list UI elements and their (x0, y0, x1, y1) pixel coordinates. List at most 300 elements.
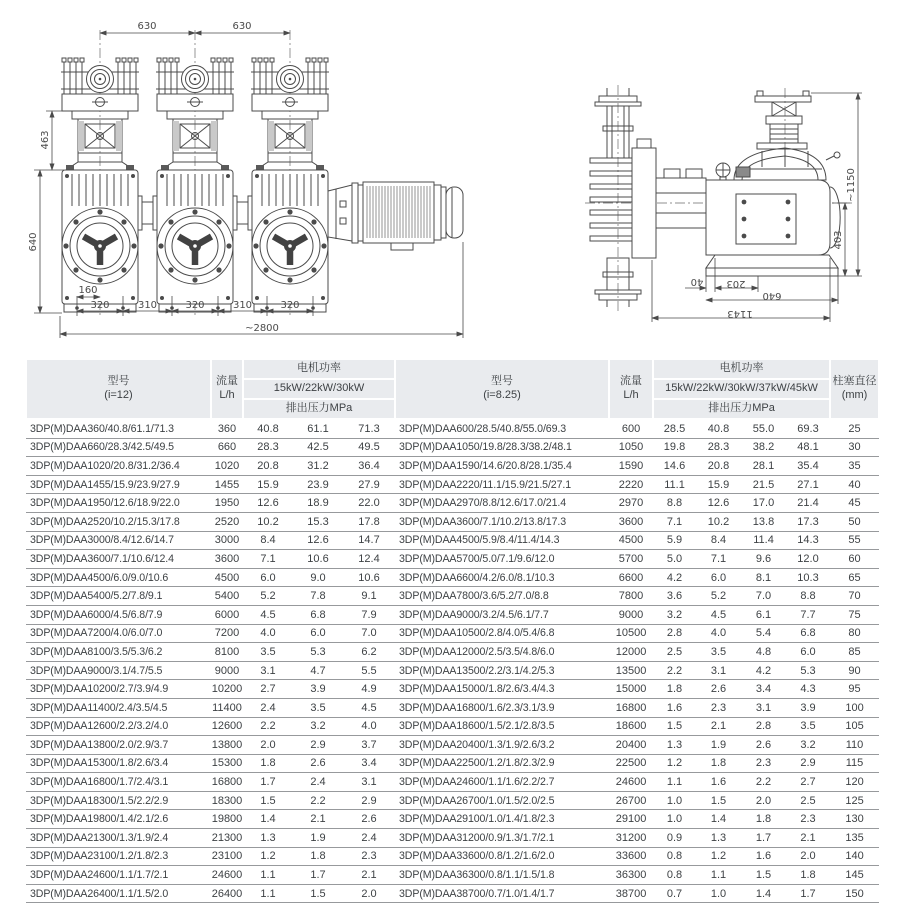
model-cell: 3DP(M)DAA12000/2.5/3.5/4.8/6.0 (395, 643, 609, 662)
pressure-cell: 71.3 (343, 419, 395, 438)
plunger-diameter-cell: 60 (830, 550, 879, 569)
pressure-cell: 10.6 (293, 550, 343, 569)
pressure-cell: 42.5 (293, 438, 343, 457)
table-row (26, 866, 879, 885)
pressure-cell: 12.6 (293, 531, 343, 550)
table-row (26, 605, 879, 624)
model-cell: 3DP(M)DAA21300/1.3/1.9/2.4 (26, 829, 211, 848)
pressure-cell: 11.4 (741, 531, 786, 550)
model-cell: 3DP(M)DAA2970/8.8/12.6/17.0/21.4 (395, 494, 609, 513)
pressure-cell: 3.9 (786, 698, 830, 717)
pressure-cell: 3.2 (786, 736, 830, 755)
model-cell: 3DP(M)DAA10200/2.7/3.9/4.9 (26, 680, 211, 699)
table-row (26, 791, 879, 810)
flow-cell: 5400 (211, 587, 243, 606)
model-cell: 3DP(M)DAA16800/1.7/2.4/3.1 (26, 773, 211, 792)
pressure-cell: 1.4 (696, 810, 741, 829)
dim-310-2: 310 (232, 300, 253, 311)
pressure-cell: 2.6 (293, 754, 343, 773)
table-row (26, 698, 879, 717)
pressure-cell: 5.4 (741, 624, 786, 643)
flow-cell: 29100 (609, 810, 653, 829)
model-cell: 3DP(M)DAA18600/1.5/2.1/2.8/3.5 (395, 717, 609, 736)
pressure-cell: 14.7 (343, 531, 395, 550)
flow-cell: 1455 (211, 475, 243, 494)
plunger-diameter-cell: 55 (830, 531, 879, 550)
model-cell: 3DP(M)DAA13500/2.2/3.1/4.2/5.3 (395, 661, 609, 680)
dim-320-1: 320 (90, 300, 110, 311)
pressure-cell: 4.2 (741, 661, 786, 680)
pressure-cell: 5.3 (786, 661, 830, 680)
flow-cell: 6600 (609, 568, 653, 587)
pressure-cell: 5.2 (696, 587, 741, 606)
pressure-cell: 1.1 (243, 884, 293, 903)
pressure-cell: 10.2 (696, 512, 741, 531)
header-flow-left (211, 359, 243, 419)
model-cell: 3DP(M)DAA33600/0.8/1.2/1.6/2.0 (395, 847, 609, 866)
model-cell: 3DP(M)DAA31200/0.9/1.3/1.7/2.1 (395, 829, 609, 848)
model-cell: 3DP(M)DAA20400/1.3/1.9/2.6/3.2 (395, 736, 609, 755)
pressure-cell: 27.1 (786, 475, 830, 494)
pressure-cell: 69.3 (786, 419, 830, 438)
plunger-diameter-cell: 110 (830, 736, 879, 755)
pressure-cell: 61.1 (293, 419, 343, 438)
table-row (26, 643, 879, 662)
pressure-cell: 2.4 (343, 829, 395, 848)
table-row (26, 624, 879, 643)
flow-cell: 16800 (211, 773, 243, 792)
flow-cell: 10200 (211, 680, 243, 699)
dim-40: 40 (690, 276, 704, 287)
flow-cell: 9000 (609, 605, 653, 624)
front-view-drawing (28, 21, 463, 338)
pressure-cell: 2.3 (741, 754, 786, 773)
plunger-diameter-cell: 100 (830, 698, 879, 717)
pressure-cell: 0.8 (653, 866, 696, 885)
plunger-diameter-cell: 40 (830, 475, 879, 494)
flow-cell: 31200 (609, 829, 653, 848)
pressure-cell: 14.3 (786, 531, 830, 550)
plunger-diameter-cell: 105 (830, 717, 879, 736)
header-model-right (395, 359, 609, 419)
flow-cell: 1020 (211, 457, 243, 476)
flow-cell: 26400 (211, 884, 243, 903)
pressure-cell: 2.3 (343, 847, 395, 866)
pressure-cell: 6.1 (741, 605, 786, 624)
pump-body-side (706, 180, 840, 255)
motor (328, 182, 463, 250)
pressure-cell: 2.2 (741, 773, 786, 792)
pressure-cell: 12.6 (696, 494, 741, 513)
pressure-cell: 3.5 (786, 717, 830, 736)
flow-cell: 15000 (609, 680, 653, 699)
dim-310-1: 310 (137, 300, 158, 311)
pressure-cell: 6.8 (293, 605, 343, 624)
pressure-cell: 7.7 (786, 605, 830, 624)
pressure-cell: 17.8 (343, 512, 395, 531)
plunger-diameter-cell: 70 (830, 587, 879, 606)
pressure-cell: 2.5 (653, 643, 696, 662)
pressure-cell: 14.6 (653, 457, 696, 476)
model-cell: 3DP(M)DAA1950/12.6/18.9/22.0 (26, 494, 211, 513)
flow-cell: 20400 (609, 736, 653, 755)
model-cell: 3DP(M)DAA5700/5.0/7.1/9.6/12.0 (395, 550, 609, 569)
pressure-cell: 1.6 (653, 698, 696, 717)
pressure-cell: 7.1 (243, 550, 293, 569)
plunger-diameter-cell: 115 (830, 754, 879, 773)
dim-640-side: 640 (762, 290, 782, 301)
pressure-cell: 6.0 (696, 568, 741, 587)
pressure-cell: 4.9 (343, 680, 395, 699)
model-cell: 3DP(M)DAA1590/14.6/20.8/28.1/35.4 (395, 457, 609, 476)
plunger-diameter-cell: 120 (830, 773, 879, 792)
header-model-right-ratio: (i=8.25) (483, 389, 521, 401)
dim-1150: ~1150 (846, 168, 857, 202)
flow-cell: 21300 (211, 829, 243, 848)
dim-630-left: 630 (137, 21, 157, 32)
pressure-cell: 7.0 (343, 624, 395, 643)
table-row (26, 736, 879, 755)
pressure-cell: 8.4 (696, 531, 741, 550)
model-cell: 3DP(M)DAA24600/1.1/1.7/2.1 (26, 866, 211, 885)
header-flow-right (609, 359, 653, 419)
pump-base (706, 255, 838, 276)
pressure-cell: 18.9 (293, 494, 343, 513)
plunger-diameter-cell: 145 (830, 866, 879, 885)
table-row (26, 494, 879, 513)
flow-cell: 360 (211, 419, 243, 438)
pressure-cell: 2.3 (786, 810, 830, 829)
pressure-cell: 4.0 (696, 624, 741, 643)
table-row (26, 512, 879, 531)
plunger-diameter-cell: 80 (830, 624, 879, 643)
pressure-cell: 1.4 (741, 884, 786, 903)
pressure-cell: 3.2 (293, 717, 343, 736)
pressure-cell: 2.4 (293, 773, 343, 792)
dim-640-front: 640 (28, 232, 39, 252)
table-row (26, 587, 879, 606)
header-model-left-title: 型号 (107, 375, 130, 388)
spec-table-body (26, 419, 879, 903)
pressure-cell: 1.9 (293, 829, 343, 848)
model-cell: 3DP(M)DAA22500/1.2/1.8/2.3/2.9 (395, 754, 609, 773)
plunger-housing (656, 169, 706, 228)
pressure-cell: 2.7 (786, 773, 830, 792)
table-row (26, 475, 879, 494)
pressure-cell: 31.2 (293, 457, 343, 476)
flow-cell: 3600 (609, 512, 653, 531)
vertical-drive (755, 91, 811, 149)
pressure-cell: 2.2 (293, 791, 343, 810)
dim-320-3: 320 (280, 300, 300, 311)
header-flow-left-unit: L/h (219, 389, 235, 401)
table-row (26, 847, 879, 866)
flow-cell: 1950 (211, 494, 243, 513)
pressure-cell: 1.2 (243, 847, 293, 866)
header-plunger-unit: (mm) (841, 389, 868, 401)
flow-cell: 6000 (211, 605, 243, 624)
model-cell: 3DP(M)DAA36300/0.8/1.1/1.5/1.8 (395, 866, 609, 885)
table-row (26, 568, 879, 587)
table-row (26, 773, 879, 792)
model-cell: 3DP(M)DAA9000/3.2/4.5/6.1/7.7 (395, 605, 609, 624)
pressure-cell: 12.4 (343, 550, 395, 569)
model-cell: 3DP(M)DAA3600/7.1/10.2/13.8/17.3 (395, 512, 609, 531)
pressure-cell: 1.3 (653, 736, 696, 755)
pressure-cell: 6.0 (293, 624, 343, 643)
pressure-cell: 10.6 (343, 568, 395, 587)
pressure-cell: 5.3 (293, 643, 343, 662)
pressure-cell: 3.1 (343, 773, 395, 792)
pressure-cell: 1.4 (243, 810, 293, 829)
pressure-cell: 10.3 (786, 568, 830, 587)
plunger-diameter-cell: 95 (830, 680, 879, 699)
pressure-cell: 35.4 (786, 457, 830, 476)
model-cell: 3DP(M)DAA16800/1.6/2.3/3.1/3.9 (395, 698, 609, 717)
pressure-cell: 9.1 (343, 587, 395, 606)
model-cell: 3DP(M)DAA18300/1.5/2.2/2.9 (26, 791, 211, 810)
plunger-diameter-cell: 75 (830, 605, 879, 624)
pressure-cell: 5.9 (653, 531, 696, 550)
header-power-left: 电机功率 (243, 359, 395, 379)
table-row (26, 829, 879, 848)
model-cell: 3DP(M)DAA600/28.5/40.8/55.0/69.3 (395, 419, 609, 438)
pressure-cell: 8.8 (653, 494, 696, 513)
model-cell: 3DP(M)DAA1455/15.9/23.9/27.9 (26, 475, 211, 494)
model-cell: 3DP(M)DAA15000/1.8/2.6/3.4/4.3 (395, 680, 609, 699)
flow-cell: 2220 (609, 475, 653, 494)
pressure-cell: 5.2 (243, 587, 293, 606)
pressure-cell: 2.2 (653, 661, 696, 680)
pressure-cell: 2.1 (696, 717, 741, 736)
pressure-cell: 48.1 (786, 438, 830, 457)
pressure-cell: 4.2 (653, 568, 696, 587)
pressure-cell: 1.0 (653, 810, 696, 829)
model-cell: 3DP(M)DAA1050/19.8/28.3/38.2/48.1 (395, 438, 609, 457)
header-power-ratings-left: 15kW/22kW/30kW (243, 379, 395, 399)
model-cell: 3DP(M)DAA5400/5.2/7.8/9.1 (26, 587, 211, 606)
pressure-cell: 1.8 (786, 866, 830, 885)
pressure-cell: 1.6 (741, 847, 786, 866)
pressure-cell: 3.4 (741, 680, 786, 699)
flow-cell: 22500 (609, 754, 653, 773)
header-pressure-left: 排出压力MPa (243, 399, 395, 419)
pressure-cell: 2.9 (293, 736, 343, 755)
pressure-cell: 4.7 (293, 661, 343, 680)
model-cell: 3DP(M)DAA11400/2.4/3.5/4.5 (26, 698, 211, 717)
flow-cell: 7800 (609, 587, 653, 606)
flow-cell: 13500 (609, 661, 653, 680)
pressure-cell: 9.6 (741, 550, 786, 569)
pressure-cell: 1.8 (741, 810, 786, 829)
flow-cell: 12000 (609, 643, 653, 662)
flow-cell: 13800 (211, 736, 243, 755)
plunger-diameter-cell: 140 (830, 847, 879, 866)
table-row (26, 550, 879, 569)
header-model-left-ratio: (i=12) (104, 389, 133, 401)
pressure-cell: 7.0 (741, 587, 786, 606)
flow-cell: 15300 (211, 754, 243, 773)
model-cell: 3DP(M)DAA660/28.3/42.5/49.5 (26, 438, 211, 457)
pressure-cell: 5.0 (653, 550, 696, 569)
pressure-cell: 2.6 (741, 736, 786, 755)
pressure-cell: 1.0 (653, 791, 696, 810)
table-row (26, 884, 879, 903)
model-cell: 3DP(M)DAA10500/2.8/4.0/5.4/6.8 (395, 624, 609, 643)
pressure-cell: 9.0 (293, 568, 343, 587)
pressure-cell: 1.7 (293, 866, 343, 885)
pressure-cell: 2.0 (343, 884, 395, 903)
pressure-cell: 12.0 (786, 550, 830, 569)
table-row (26, 717, 879, 736)
pressure-cell: 2.0 (786, 847, 830, 866)
model-cell: 3DP(M)DAA2220/11.1/15.9/21.5/27.1 (395, 475, 609, 494)
model-cell: 3DP(M)DAA6600/4.2/6.0/8.1/10.3 (395, 568, 609, 587)
pressure-cell: 1.7 (786, 884, 830, 903)
flow-cell: 12600 (211, 717, 243, 736)
flow-cell: 11400 (211, 698, 243, 717)
pressure-cell: 12.6 (243, 494, 293, 513)
pressure-cell: 2.1 (786, 829, 830, 848)
pressure-cell: 1.7 (741, 829, 786, 848)
model-cell: 3DP(M)DAA13800/2.0/2.9/3.7 (26, 736, 211, 755)
header-pressure-right: 排出压力MPa (653, 399, 830, 419)
plunger-diameter-cell: 125 (830, 791, 879, 810)
pressure-cell: 2.8 (653, 624, 696, 643)
header-flow-left-title: 流量 (216, 375, 238, 388)
model-cell: 3DP(M)DAA26700/1.0/1.5/2.0/2.5 (395, 791, 609, 810)
pressure-cell: 1.7 (243, 773, 293, 792)
plunger-diameter-cell: 45 (830, 494, 879, 513)
pressure-cell: 15.9 (243, 475, 293, 494)
table-row (26, 419, 879, 438)
technical-drawings (0, 0, 900, 356)
pressure-cell: 1.5 (741, 866, 786, 885)
dim-403: 403 (833, 230, 844, 250)
pressure-cell: 1.0 (696, 884, 741, 903)
model-cell: 3DP(M)DAA23100/1.2/1.8/2.3 (26, 847, 211, 866)
flow-cell: 9000 (211, 661, 243, 680)
flow-cell: 3600 (211, 550, 243, 569)
pressure-cell: 20.8 (696, 457, 741, 476)
model-cell: 3DP(M)DAA24600/1.1/1.6/2.2/2.7 (395, 773, 609, 792)
pressure-cell: 0.9 (653, 829, 696, 848)
plunger-diameter-cell: 150 (830, 884, 879, 903)
header-power-right: 电机功率 (653, 359, 830, 379)
pressure-cell: 6.2 (343, 643, 395, 662)
pressure-cell: 22.0 (343, 494, 395, 513)
flow-cell: 24600 (609, 773, 653, 792)
flow-cell: 660 (211, 438, 243, 457)
pressure-cell: 28.1 (741, 457, 786, 476)
flow-cell: 8100 (211, 643, 243, 662)
pressure-cell: 4.8 (741, 643, 786, 662)
header-model-right-title: 型号 (491, 375, 514, 388)
pressure-cell: 1.9 (696, 736, 741, 755)
pressure-cell: 1.1 (696, 866, 741, 885)
plunger-diameter-cell: 135 (830, 829, 879, 848)
model-cell: 3DP(M)DAA1020/20.8/31.2/36.4 (26, 457, 211, 476)
flow-cell: 18600 (609, 717, 653, 736)
pressure-cell: 28.5 (653, 419, 696, 438)
plunger-diameter-cell: 25 (830, 419, 879, 438)
model-cell: 3DP(M)DAA360/40.8/61.1/71.3 (26, 419, 211, 438)
pressure-cell: 1.8 (243, 754, 293, 773)
pressure-cell: 17.3 (786, 512, 830, 531)
model-cell: 3DP(M)DAA6000/4.5/6.8/7.9 (26, 605, 211, 624)
pressure-cell: 6.0 (243, 568, 293, 587)
dim-203: 203 (726, 278, 746, 289)
drawings-svg (0, 0, 900, 356)
dim-463: 463 (40, 130, 51, 150)
flow-cell: 24600 (211, 866, 243, 885)
model-cell: 3DP(M)DAA3000/8.4/12.6/14.7 (26, 531, 211, 550)
pressure-cell: 1.6 (696, 773, 741, 792)
flow-cell: 19800 (211, 810, 243, 829)
pressure-cell: 2.7 (243, 680, 293, 699)
pressure-cell: 15.3 (293, 512, 343, 531)
header-power-ratings-right: 15kW/22kW/30kW/37kW/45kW (653, 379, 830, 399)
pressure-cell: 1.1 (653, 773, 696, 792)
pressure-cell: 3.1 (696, 661, 741, 680)
pressure-cell: 1.5 (243, 791, 293, 810)
pressure-cell: 28.3 (243, 438, 293, 457)
pressure-cell: 2.1 (343, 866, 395, 885)
flow-cell: 7200 (211, 624, 243, 643)
pressure-cell: 28.3 (696, 438, 741, 457)
header-plunger (830, 359, 879, 419)
pressure-cell: 2.8 (741, 717, 786, 736)
model-cell: 3DP(M)DAA29100/1.0/1.4/1.8/2.3 (395, 810, 609, 829)
table-row (26, 438, 879, 457)
pressure-cell: 23.9 (293, 475, 343, 494)
model-cell: 3DP(M)DAA26400/1.1/1.5/2.0 (26, 884, 211, 903)
dim-630-right: 630 (232, 21, 252, 32)
dim-2800: ~2800 (245, 323, 279, 334)
header-flow-right-title: 流量 (620, 375, 643, 388)
pressure-cell: 7.8 (293, 587, 343, 606)
pressure-cell: 27.9 (343, 475, 395, 494)
pressure-cell: 3.1 (741, 698, 786, 717)
pressure-cell: 6.0 (786, 643, 830, 662)
pressure-cell: 2.4 (243, 698, 293, 717)
plunger-diameter-cell: 130 (830, 810, 879, 829)
pressure-cell: 21.5 (741, 475, 786, 494)
pressure-cell: 1.3 (696, 829, 741, 848)
pressure-cell: 4.0 (243, 624, 293, 643)
pressure-cell: 1.8 (696, 754, 741, 773)
flow-cell: 1050 (609, 438, 653, 457)
pressure-cell: 36.4 (343, 457, 395, 476)
model-cell: 3DP(M)DAA8100/3.5/5.3/6.2 (26, 643, 211, 662)
pressure-cell: 2.2 (243, 717, 293, 736)
pressure-cell: 5.5 (343, 661, 395, 680)
model-cell: 3DP(M)DAA38700/0.7/1.0/1.4/1.7 (395, 884, 609, 903)
pressure-cell: 7.1 (653, 512, 696, 531)
header-plunger-title: 柱塞直径 (832, 375, 877, 388)
pressure-cell: 11.1 (653, 475, 696, 494)
plunger-diameter-cell: 85 (830, 643, 879, 662)
model-cell: 3DP(M)DAA19800/1.4/2.1/2.6 (26, 810, 211, 829)
pressure-cell: 15.9 (696, 475, 741, 494)
model-cell: 3DP(M)DAA3600/7.1/10.6/12.4 (26, 550, 211, 569)
pressure-cell: 3.5 (243, 643, 293, 662)
pressure-cell: 2.5 (786, 791, 830, 810)
pressure-cell: 2.1 (293, 810, 343, 829)
pressure-cell: 2.6 (343, 810, 395, 829)
header-flow-right-unit: L/h (623, 389, 639, 401)
valve-column (590, 88, 656, 307)
